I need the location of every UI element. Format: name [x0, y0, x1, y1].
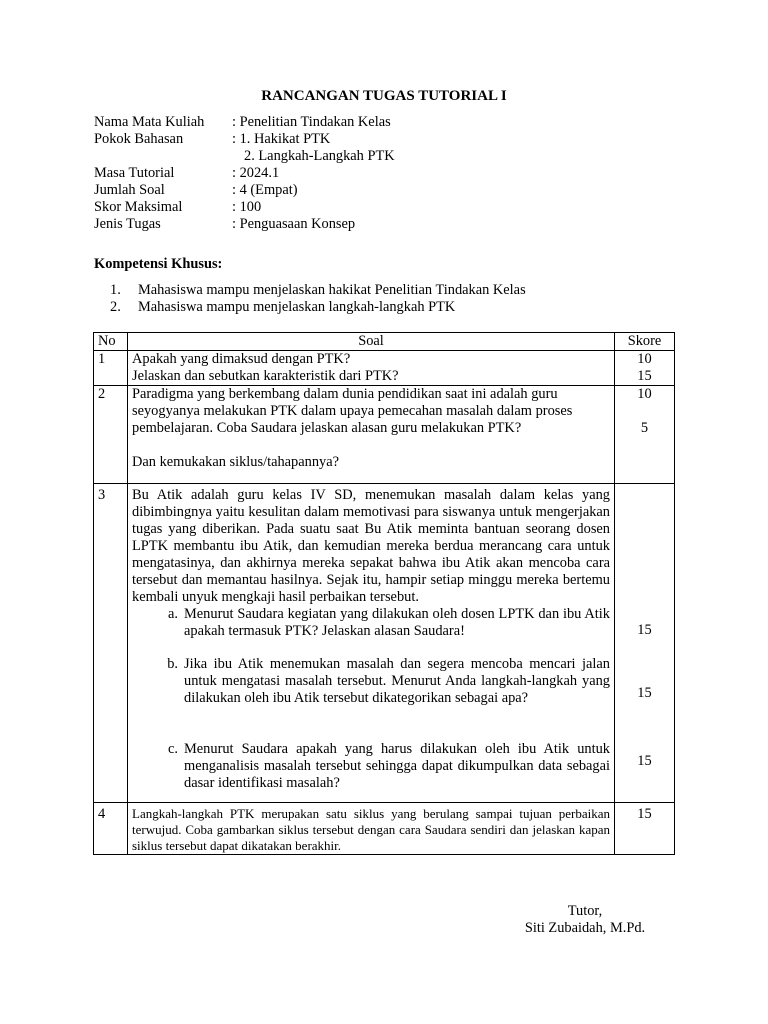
score-value: 15 — [637, 622, 652, 638]
sub-text: Jika ibu Atik menemukan masalah dan segera mencoba mencari jalan untuk mengatasi masalah tersebut. Menurut Anda langkah-langkah yang dilakukan oleh ibu Atik tersebut dikategorikan sebagai apa? — [184, 656, 610, 706]
list-item — [110, 282, 526, 299]
table-row — [94, 386, 675, 484]
sub-question-c — [154, 741, 610, 792]
info-row-mata-kuliah — [94, 114, 395, 131]
kompetensi-list — [110, 282, 526, 316]
info-value: 2. Langkah-Langkah PTK — [244, 148, 395, 164]
table-header-row — [94, 333, 675, 351]
info-row-pokok-bahasan-2 — [94, 148, 395, 165]
course-info — [94, 114, 395, 233]
list-number: 1. — [110, 282, 121, 298]
question-cell: Langkah-langkah PTK merupakan satu siklus yang berulang sampai tujuan perbaikan terwujud. Coba gambarkan siklus tersebut dengan cara Saudara sendiri dan jelaskan kapan siklus tersebut dapat dikatakan berakhir. — [128, 803, 615, 855]
table-row — [94, 351, 675, 386]
score-value: 15 — [637, 753, 652, 769]
row-number: 3 — [94, 484, 128, 803]
question-cell — [128, 351, 615, 386]
score-cell — [615, 484, 675, 803]
table-row — [94, 484, 675, 803]
info-label: Nama Mata Kuliah — [94, 114, 205, 130]
sub-text: Menurut Saudara apakah yang harus dilakukan oleh ibu Atik untuk menganalisis masalah tersebut sehingga dapat dikumpulkan data sebagai dasar identifikasi masalah? — [184, 741, 610, 791]
kompetensi-heading: Kompetensi Khusus: — [94, 256, 223, 272]
score-cell — [615, 386, 675, 484]
list-text: Mahasiswa mampu menjelaskan langkah-langkah PTK — [138, 299, 456, 315]
info-row-masa-tutorial — [94, 165, 395, 182]
question-cell — [128, 484, 615, 803]
questions-table — [93, 332, 675, 855]
info-label: Pokok Bahasan — [94, 131, 184, 147]
header-soal: Soal — [128, 333, 615, 351]
score-value: 10 — [637, 351, 652, 367]
sub-letter: a. — [168, 606, 178, 622]
table-row — [94, 803, 675, 855]
info-row-jenis-tugas — [94, 216, 395, 233]
info-value: : 2024.1 — [232, 165, 280, 181]
score-value: 5 — [640, 420, 649, 436]
header-no: No — [94, 333, 128, 351]
score-value: 15 — [637, 685, 652, 701]
sub-letter: c. — [168, 741, 178, 757]
question-cell — [128, 386, 615, 484]
info-value: : 1. Hakikat PTK — [232, 131, 331, 147]
info-label: Masa Tutorial — [94, 165, 175, 181]
row-number: 1 — [94, 351, 128, 386]
signature-role: Tutor, — [567, 903, 603, 919]
list-item — [110, 299, 526, 316]
sub-letter: b. — [167, 656, 178, 672]
row-number: 4 — [94, 803, 128, 855]
info-row-jumlah-soal — [94, 182, 395, 199]
header-skor: Skore — [615, 333, 675, 351]
info-value: : 4 (Empat) — [232, 182, 298, 198]
score-value: 15 — [637, 368, 652, 384]
question-text: Apakah yang dimaksud dengan PTK? — [132, 351, 351, 367]
sub-question-a — [154, 606, 610, 640]
info-value: : 100 — [232, 199, 262, 215]
question-text: Jelaskan dan sebutkan karakteristik dari PTK? — [132, 368, 399, 384]
signature-block — [500, 903, 670, 937]
row-number: 2 — [94, 386, 128, 484]
info-label: Skor Maksimal — [94, 199, 183, 215]
list-number: 2. — [110, 299, 121, 315]
info-row-skor-maksimal — [94, 199, 395, 216]
sub-question-b — [154, 656, 610, 707]
info-label: Jumlah Soal — [94, 182, 165, 198]
signature-name: Siti Zubaidah, M.Pd. — [524, 920, 646, 936]
score-cell — [615, 351, 675, 386]
score-value: 15 — [615, 803, 675, 855]
document-title: RANCANGAN TUGAS TUTORIAL I — [261, 88, 507, 104]
info-row-pokok-bahasan — [94, 131, 395, 148]
score-value: 10 — [637, 386, 652, 402]
question-text: Dan kemukakan siklus/tahapannya? — [132, 454, 339, 470]
info-label: Jenis Tugas — [94, 216, 161, 232]
question-text: Bu Atik adalah guru kelas IV SD, menemukan masalah dalam kelas yang dibimbingnya yaitu kesulitan dalam memotivasi para siswanya untuk mengerjakan tugas yang diberikan. Pada suatu saat Bu Atik meminta bantuan seorang dosen LPTK membantu ibu Atik, dan kemudian mereka berdua merancang cara untuk mengatasinya, dan akhirnya mereka sepakat bahwa ibu Atik akan mencoba cara tersebut dan memantau hasilnya. Sejak itu, hampir setiap minggu mereka bertemu kembali unyuk mengkaji hasil perbaikan tersebut. — [132, 487, 610, 605]
question-text: Paradigma yang berkembang dalam dunia pendidikan saat ini adalah guru seyogyanya melakukan PTK dalam upaya pemecahan masalah dalam proses pembelajaran. Coba Saudara jelaskan alasan guru melakukan PTK? — [132, 386, 573, 436]
sub-text: Menurut Saudara kegiatan yang dilakukan oleh dosen LPTK dan ibu Atik apakah termasuk PTK? Jelaskan alasan Saudara! — [184, 606, 610, 639]
list-text: Mahasiswa mampu menjelaskan hakikat Penelitian Tindakan Kelas — [138, 282, 526, 298]
info-value: : Penguasaan Konsep — [232, 216, 356, 232]
info-value: : Penelitian Tindakan Kelas — [232, 114, 391, 130]
